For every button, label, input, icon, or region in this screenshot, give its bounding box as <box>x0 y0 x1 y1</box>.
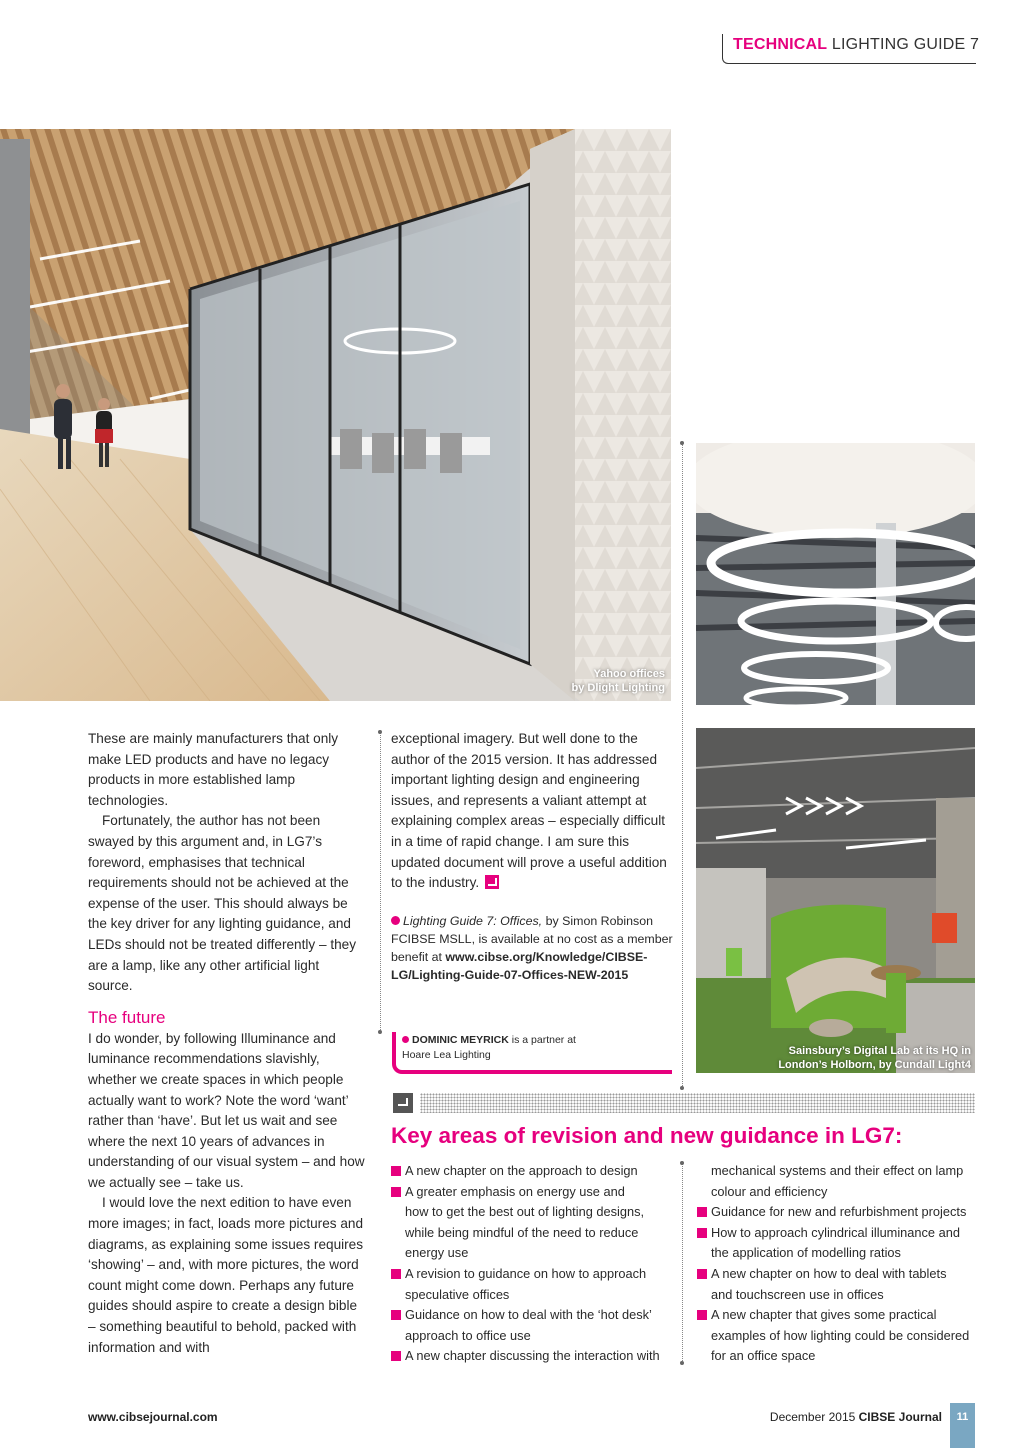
list-item: while being mindful of the need to reduce <box>405 1224 639 1240</box>
list-item: A revision to guidance on how to approach <box>391 1264 676 1285</box>
photo-caption: Yahoo offices by Dlight Lighting <box>571 668 665 694</box>
article-column-2 <box>391 729 671 894</box>
photo-caption: Sainsbury’s Digital Lab at its HQ in London’s Holborn, by Cundall Light4 <box>778 1045 971 1071</box>
end-of-article-icon <box>485 875 499 889</box>
list-item: and touchscreen use in offices <box>711 1286 884 1302</box>
footer-url[interactable]: www.cibsejournal.com <box>88 1410 218 1424</box>
boxout-icon <box>393 1093 413 1113</box>
guide-availability-note: Lighting Guide 7: Offices, by Simon Robinson FCIBSE MSLL, is available at no cost as a member benefit at www.cibse.org/Knowledge/CIBSE-LG/Lighting-Guide-07-Offices-NEW-2015 <box>391 914 673 982</box>
list-item: Guidance on how to deal with the ‘hot desk’ <box>391 1305 676 1326</box>
boxout-rule <box>420 1093 975 1113</box>
paragraph: I do wonder, by following Illuminance and luminance recommendations slavishly, whether we create spaces in which people actually want to work? Note the word ‘want’ rather than ‘have’. But let us wait and see where the next 10 years of advances in understanding of our visual system – and how we actually see – take us. <box>88 1030 365 1190</box>
list-item: mechanical systems and their effect on lamp <box>711 1163 964 1178</box>
boxout-title: Key areas of revision and new guidance in LG7: <box>391 1123 903 1148</box>
column-rule <box>682 443 683 1088</box>
column-rule <box>380 732 381 1032</box>
guide-title: Lighting Guide 7: Offices, <box>403 914 543 928</box>
article-column-1 <box>88 729 366 1358</box>
ring-luminaire-photo <box>696 443 975 705</box>
running-header <box>722 34 980 64</box>
paragraph: exceptional imagery. But well done to the author of the 2015 version. It has addressed important lighting design and engineering issues, and represents a valiant attempt at explaining complex areas – especially difficult in a time of rapid change. I am sure this updated document will prove a useful addition to the industry. <box>391 731 667 891</box>
list-item: A new chapter discussing the interaction with <box>391 1346 676 1367</box>
list-item: examples of how lighting could be considered <box>711 1327 970 1343</box>
list-item: speculative offices <box>405 1286 510 1302</box>
revision-list-col1 <box>391 1161 676 1367</box>
list-item: approach to office use <box>405 1327 531 1343</box>
list-item: A new chapter that gives some practical <box>697 1305 987 1326</box>
author-name: DOMINIC MEYRICK <box>412 1034 509 1046</box>
list-item: for an office space <box>711 1348 816 1364</box>
subheading: The future <box>88 1007 166 1027</box>
yahoo-offices-photo <box>0 129 671 701</box>
bullet-dot-icon <box>402 1036 409 1043</box>
list-item: how to get the best out of lighting designs, <box>405 1204 645 1220</box>
paragraph: Fortunately, the author has not been swayed by this argument and, in LG7’s foreword, emphasises that technical requirements should not be achieved at the expense of the user. This should always be the key driver for any lighting guidance, and LEDs should not be treated differently – they are a lamp, like any other artificial light source. <box>88 813 357 994</box>
sainsburys-digital-lab-photo <box>696 728 975 1073</box>
page-number: 11 <box>950 1403 975 1448</box>
list-item: energy use <box>405 1245 469 1261</box>
header-title: LIGHTING GUIDE 7 <box>831 36 980 53</box>
list-item: the application of modelling ratios <box>711 1245 901 1261</box>
revision-list-col2 <box>697 1161 987 1367</box>
bullet-dot-icon <box>391 916 400 925</box>
guide-link[interactable]: www.cibse.org/Knowledge/CIBSE-LG/Lighting-Guide-07-Offices-NEW-2015 <box>391 950 648 982</box>
list-item: colour and efficiency <box>711 1183 828 1199</box>
list-item: How to approach cylindrical illuminance and <box>697 1223 987 1244</box>
paragraph: These are mainly manufacturers that only make LED products and have no legacy products in more established lamp technologies. <box>88 731 339 808</box>
list-item: A new chapter on the approach to design <box>391 1161 676 1182</box>
list-item: A greater emphasis on energy use and <box>391 1182 676 1203</box>
section-label: TECHNICAL <box>733 36 828 53</box>
paragraph: I would love the next edition to have even more images; in fact, loads more pictures and diagrams, as explaining some issues requires ‘showing’ – and, with more pictures, the word count might come down. Perhaps any future guides should aspire to create a design bible – something beautiful to behold, packed with information and with <box>88 1195 364 1355</box>
list-item: A new chapter on how to deal with tablets <box>697 1264 987 1285</box>
author-bio: DOMINIC MEYRICK is a partner at Hoare Lea Lighting <box>392 1032 672 1074</box>
list-item: Guidance for new and refurbishment projects <box>697 1202 987 1223</box>
column-rule <box>682 1163 683 1363</box>
footer-issue: December 2015 CIBSE Journal <box>769 1410 942 1424</box>
